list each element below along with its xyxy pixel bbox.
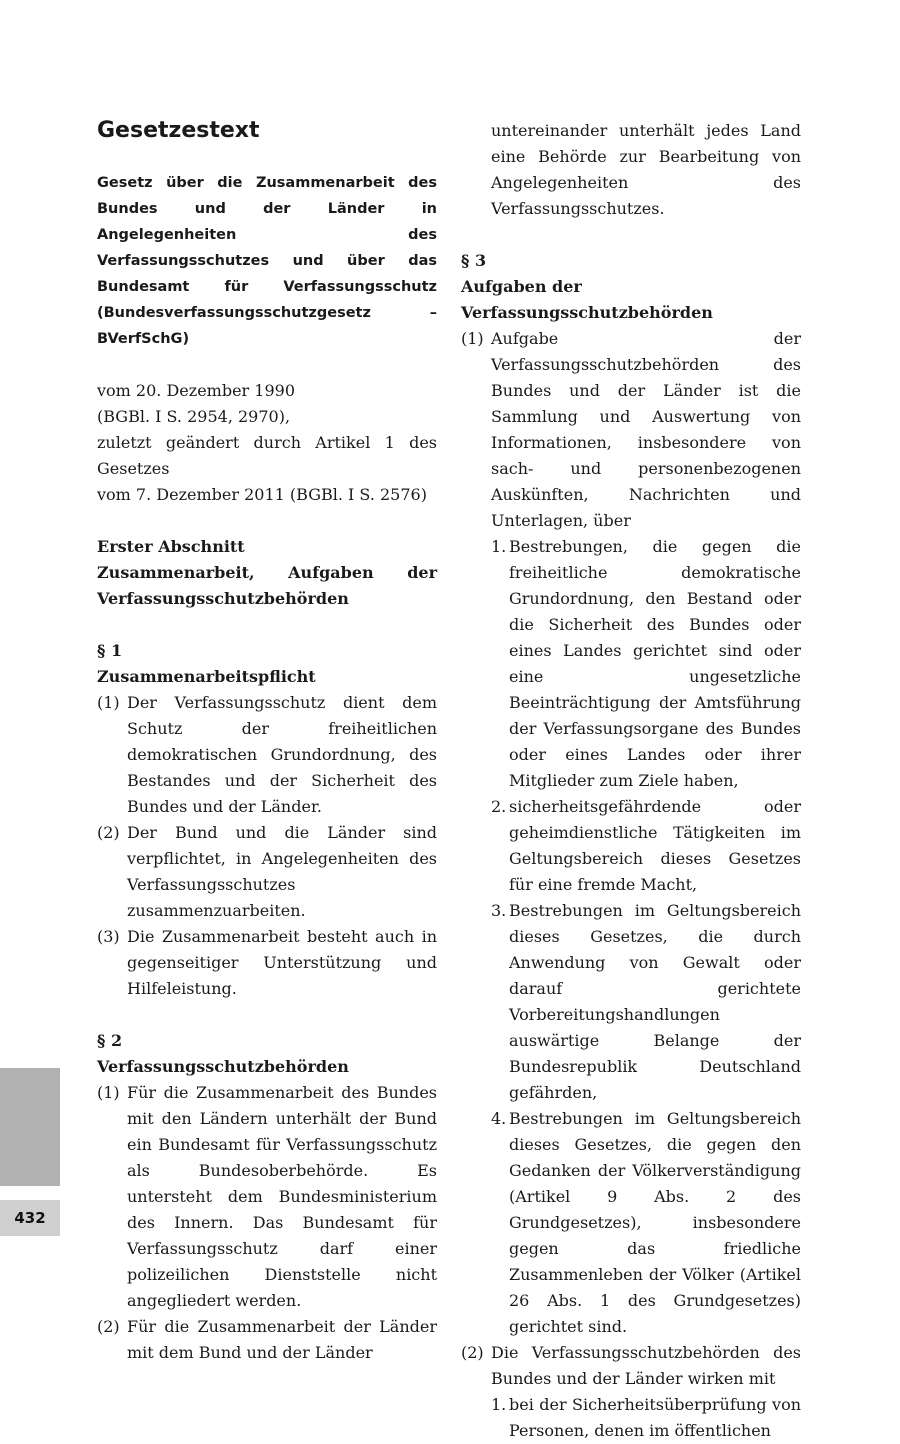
section-title: Zusammenarbeit, Aufgaben der Verfassungsschutzbehörden: [97, 563, 437, 608]
list-item: [461, 326, 801, 534]
item-text: Die Zusammenarbeit besteht auch in gegenseitiger Unterstützung und Hilfeleistung.: [127, 927, 437, 998]
page-heading: Gesetzestext: [97, 118, 260, 143]
item-text: Für die Zusammenarbeit der Länder mit dem Bund und der Länder: [127, 1317, 437, 1362]
paragraph-2: [97, 1028, 437, 1366]
page-number: 432: [0, 1200, 60, 1236]
list-item: [97, 690, 437, 820]
paragraph-2-continuation: [461, 118, 801, 222]
sub-item: [491, 1106, 801, 1340]
list-item: [97, 1314, 437, 1366]
item-number: (2): [461, 1343, 484, 1362]
item-text: Der Verfassungsschutz dient dem Schutz der freiheitlichen demokratischen Grundordnung, des Bestandes und der Sicherheit des Bundes und der Länder.: [127, 693, 437, 816]
chapter-side-tab: [0, 1068, 60, 1186]
law-dates: [97, 378, 437, 508]
item-text: Für die Zusammenarbeit des Bundes mit den Ländern unterhält der Bund ein Bundesamt für Verfassungsschutz als Bundesoberbehörde. Es untersteht dem Bundesministerium des Innern. Das Bundesamt für Verfassungsschutz darf einer polizeilichen Dienststelle nicht angegliedert werden.: [127, 1083, 437, 1310]
sub-item-number: 4.: [491, 1109, 507, 1128]
paragraph-title: Verfassungsschutzbehörden: [97, 1057, 349, 1076]
right-column: [461, 118, 801, 1444]
sub-item-number: 2.: [491, 797, 507, 816]
sub-item-text: Bestrebungen, die gegen die freiheitliche demokratische Grundordnung, den Bestand oder die Sicherheit des Bundes oder eines Landes gerichtet sind oder eine ungesetzliche Beeinträchtigung der Amtsführung der Verfassungsorgane des Bundes oder eines Landes oder ihrer Mitglieder zum Ziele haben,: [509, 537, 801, 790]
section-heading: [97, 534, 437, 612]
date-line: zuletzt geändert durch Artikel 1 des Gesetzes: [97, 433, 437, 478]
sub-item-text: Bestrebungen im Geltungsbereich dieses Gesetzes, die durch Anwendung von Gewalt oder darauf gerichtete Vorbereitungshandlungen auswärtige Belange der Bundesrepublik Deutschland gefährden,: [509, 901, 801, 1102]
sub-item-text: Bestrebungen im Geltungsbereich dieses Gesetzes, die gegen den Gedanken der Völkerverständigung (Artikel 9 Abs. 2 des Grundgesetzes), insbesondere gegen das friedliche Zusammenleben der Völker (Artikel 26 Abs. 1 des Grundgesetzes) gerichtet sind.: [509, 1109, 801, 1336]
paragraph-1: [97, 638, 437, 1002]
sub-item-text: sicherheitsgefährdende oder geheimdienstliche Tätigkeiten im Geltungsbereich dieses Gesetzes für eine fremde Macht,: [509, 797, 801, 894]
paragraph-number: § 2: [97, 1031, 123, 1050]
item-number: (1): [461, 329, 484, 348]
paragraph-title: Zusammenarbeitspflicht: [97, 667, 316, 686]
sub-item-number: 1.: [491, 1395, 507, 1414]
left-column: [97, 118, 437, 1366]
section-label: Erster Abschnitt: [97, 537, 245, 556]
sub-item: [491, 898, 801, 1106]
item-number: (1): [97, 693, 120, 712]
list-item: [97, 1080, 437, 1314]
sub-item-number: 3.: [491, 901, 507, 920]
sub-item: [491, 794, 801, 898]
item-number: (2): [97, 823, 120, 842]
item-text: Aufgabe der Verfassungsschutzbehörden des Bundes und der Länder ist die Sammlung und Auswertung von Informationen, insbesondere von sach- und personenbezogenen Auskünften, Nachrichten und Unterlagen, über: [491, 329, 801, 530]
list-item: [97, 820, 437, 924]
sub-item: [491, 534, 801, 794]
date-line: vom 20. Dezember 1990: [97, 381, 295, 400]
sub-item-text: bei der Sicherheitsüberprüfung von Personen, denen im öffentlichen: [509, 1395, 801, 1440]
paragraph-3: [461, 248, 801, 1444]
item-number: (1): [97, 1083, 120, 1102]
item-text: untereinander unterhält jedes Land eine Behörde zur Bearbeitung von Angelegenheiten des Verfassungsschutzes.: [491, 121, 801, 218]
item-text: Der Bund und die Länder sind verpflichtet, in Angelegenheiten des Verfassungsschutzes zusammenzuarbeiten.: [127, 823, 437, 920]
paragraph-title: Aufgaben der Verfassungsschutzbehörden: [461, 277, 713, 322]
paragraph-number: § 3: [461, 251, 487, 270]
paragraph-number: § 1: [97, 641, 123, 660]
sub-item-number: 1.: [491, 537, 507, 556]
date-line: (BGBl. I S. 2954, 2970),: [97, 407, 291, 426]
sub-item: [491, 1392, 801, 1444]
date-line: vom 7. Dezember 2011 (BGBl. I S. 2576): [97, 485, 427, 504]
list-item: [461, 1340, 801, 1392]
law-title: Gesetz über die Zusammenarbeit des Bundes und der Länder in Angelegenheiten des Verfassungsschutzes und über das Bundesamt für Verfassungsschutz (Bundesverfassungsschutzgesetz – BVerfSchG): [97, 175, 437, 347]
list-item: [97, 924, 437, 1002]
item-number: (2): [97, 1317, 120, 1336]
list-item: [461, 118, 801, 222]
item-text: Die Verfassungsschutzbehörden des Bundes und der Länder wirken mit: [491, 1343, 801, 1388]
item-number: (3): [97, 927, 120, 946]
